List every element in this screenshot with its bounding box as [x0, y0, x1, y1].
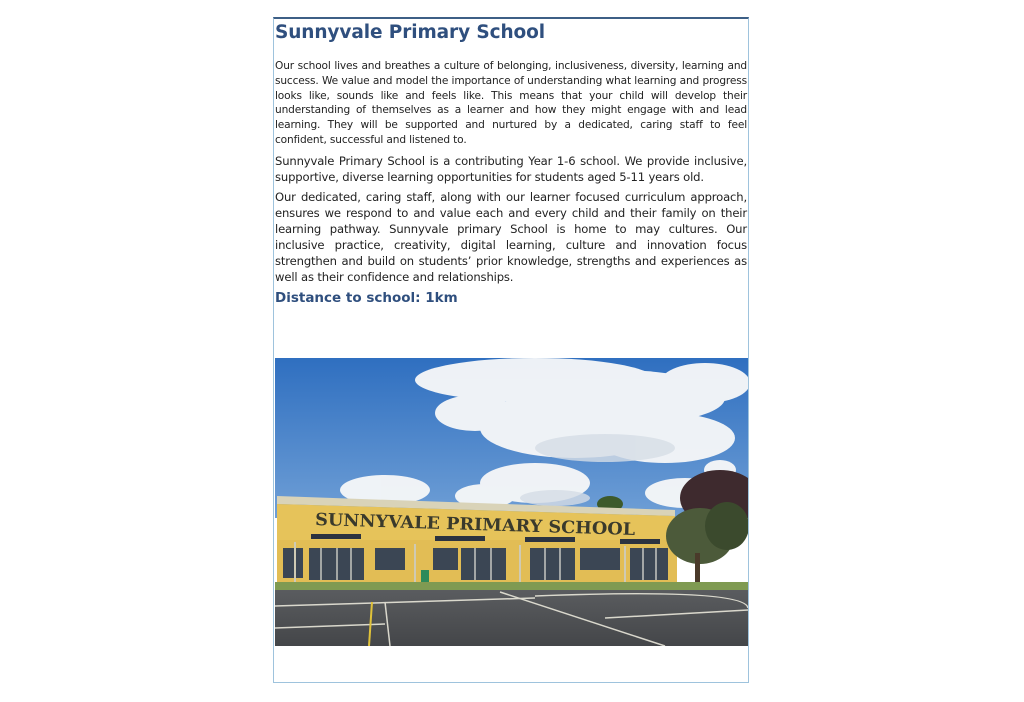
distance-heading: Distance to school: 1km [275, 290, 458, 306]
document-page [273, 17, 749, 683]
staff-paragraph: Our dedicated, caring staff, along with our learner focused curriculum approach, ensures we respond to and value each and every child and their family on their learning pathway. Sunnyvale primary School is home to may cultures. Our inclusive practice, creativity, digital learning, culture and innovation focus strengthen and build on students’ prior knowledge, strengths and experiences as well as their confidence and relationships. [275, 190, 747, 284]
school-building-photo [275, 358, 748, 646]
school-info-paragraph: Sunnyvale Primary School is a contributing Year 1-6 school. We provide inclusive, supportive, diverse learning opportunities for students aged 5-11 years old. [275, 154, 747, 184]
building-sign: SUNNYVALE PRIMARY SCHOOL [314, 509, 624, 540]
intro-paragraph: Our school lives and breathes a culture of belonging, inclusiveness, diversity, learning and success. We value and model the importance of understanding what learning and progress looks like, sounds like and feels like. This means that your child will develop their understanding of themselves as a learner and how they might engage with and lead learning. They will be supported and nurtured by a dedicated, caring staff to feel confident, successful and listened to. [275, 60, 747, 146]
page-title: Sunnyvale Primary School [275, 22, 545, 43]
